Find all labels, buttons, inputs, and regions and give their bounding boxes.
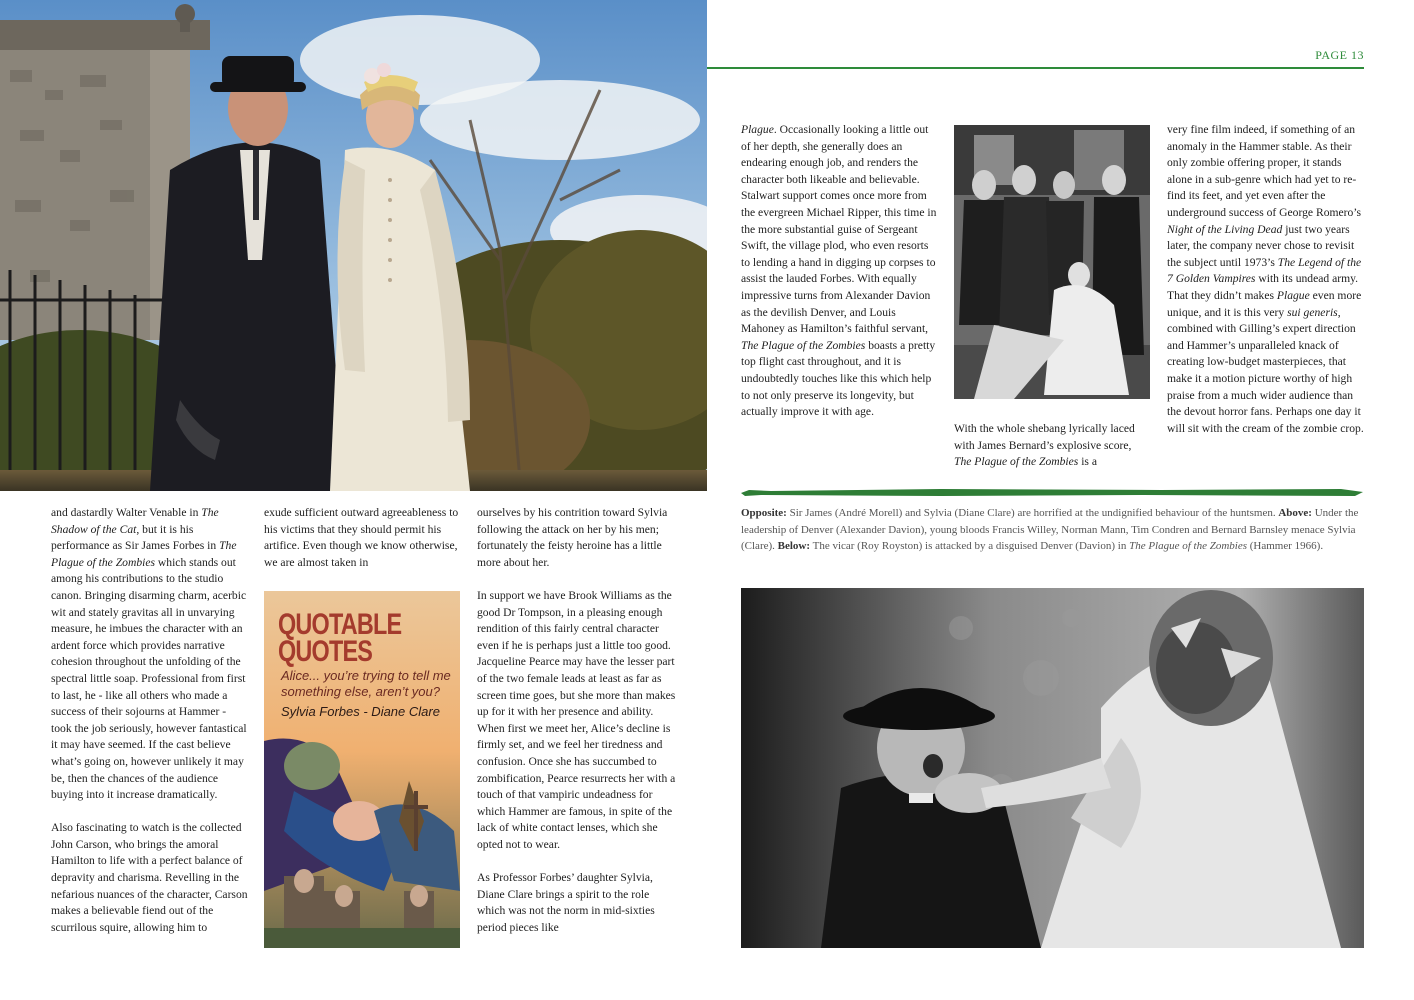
paragraph: Also fascinating to watch is the collected John Carson, who brings the amoral Hamilton to life with a perfect balance of depravity and charisma. Revelling in the nefarious nuances of the character, Carson makes a believable fiend out of the scurrilous squire, allowing him to	[51, 821, 248, 934]
paragraph: and dastardly Walter Venable in The Shadow of the Cat, but it is his performance as Sir James Forbes in The Plague of the Zombies which stands out among his contributions to the studio canon. Bringing disarming charm, acerbic wit and stately gravitas all in unvarying measure, he imbues the character with an ardent force which provides narrative cohesion throughout the unfolding of the spectral little soap. Professional from first to last, he - like all others who made a success of their sojourns at Hammer - took the job seriously, however fantastical it may have seemed. If the cast believe what’s going on, however unlikely it may be, then the chances of the audience buying into it increase dramatically.	[51, 506, 247, 802]
caption-divider-brushstroke	[741, 488, 1363, 497]
article-column-4	[741, 122, 938, 421]
paragraph: In support we have Brook Williams as the good Dr Tompson, in a pleasing enough rendition of this fairly central character even if he is perhaps just a little too good. Jacqueline Pearce may have the lesser part of the two female leads at least as far as screen time goes, but she more than makes up for it with her presence and ability. When first we meet her, Alice’s decline is firmly set, and we feel her tiredness and confusion. Once she has succumbed to zombification, Pearce resurrects her with a touch of that vampiric undeadness for which Hammer are famous, in spite of the lack of white contact lenses, which she opted not to wear.	[477, 588, 676, 851]
paragraph: Plague. Occasionally looking a little out of her depth, she generally does an endearing enough job, and renders the character both likeable and believable. Stalwart support comes once more from the evergreen Michael Ripper, this time in the more substantial guise of Sergeant Swift, the village plod, who even resorts to lending a hand in digging up corpses to assist the lauded Forbes. With equally impressive turns from Alexander Davion as the devilish Denver, and Louis Mahoney as Hamilton’s faithful servant, The Plague of the Zombies boasts a pretty top flight cast throughout, and it is undoubtedly touches like this which help to not only preserve its longevity, but actually improve it with age.	[741, 123, 937, 419]
quote-box-title-line1: QUOTABLE	[278, 608, 402, 641]
quote-text: Alice... you’re trying to tell me something else, aren’t you?	[281, 668, 451, 699]
quote-box-title-line2: QUOTES	[278, 635, 373, 668]
hero-photo-forbes-and-sylvia	[0, 0, 707, 491]
paragraph: With the whole shebang lyrically laced with James Bernard’s explosive score, The Plague of the Zombies is a	[954, 422, 1135, 469]
page-number: PAGE 13	[1315, 48, 1364, 62]
photo-huntsmen-menace-sylvia	[954, 125, 1150, 399]
header-rule	[707, 67, 1364, 69]
quotable-quotes-poster	[264, 591, 460, 948]
photo-vicar-attacked	[741, 588, 1364, 948]
paragraph: As Professor Forbes’ daughter Sylvia, Diane Clare brings a spirit to the role which was not the norm in mid-sixties period pieces like	[477, 871, 655, 934]
photo-caption: Opposite: Sir James (André Morell) and Sylvia (Diane Clare) are horrified at the undignified behaviour of the huntsmen. Above: Under the leadership of Denver (Alexander Davion), young bloods Francis Willey, Norman Mann, Tim Condren and Bernard Barnsley menace Sylvia (Clare). Below: The vicar (Roy Royston) is attacked by a disguised Denver (Davion) in The Plague of the Zombies (Hammer 1966).	[741, 507, 1359, 553]
article-column-5	[954, 421, 1150, 471]
paragraph: exude sufficient outward agreeableness to his victims that they should permit his artifice. Even though we know otherwise, we are almost taken in	[264, 506, 459, 569]
article-column-3	[477, 505, 677, 936]
paragraph: very fine film indeed, if something of an anomaly in the Hammer stable. As their only zombie offering proper, it stands alone in a sub-genre which had yet to re-find its feet, and yet even after the underground success of George Romero’s Night of the Living Dead just two years later, the company never chose to revisit the subject until 1973’s The Legend of the 7 Golden Vampires with its undead army. That they didn’t makes Plague even more unique, and it is this very sui generis, combined with Gilling’s expert direction and Hammer’s unparalleled knack of creating low-budget masterpieces, that make it a motion picture worthy of high praise from a much wider audience than the devout horror fans. Perhaps one day it will sit with the cream of the zombie crop.	[1167, 123, 1364, 435]
article-column-2	[264, 505, 460, 571]
article-column-1	[51, 505, 249, 936]
quote-attribution: Sylvia Forbes - Diane Clare	[281, 704, 440, 719]
article-column-6	[1167, 122, 1365, 437]
paragraph: ourselves by his contrition toward Sylvia following the attack on her by his men; fortunately the feisty heroine has a little more about her.	[477, 506, 668, 569]
